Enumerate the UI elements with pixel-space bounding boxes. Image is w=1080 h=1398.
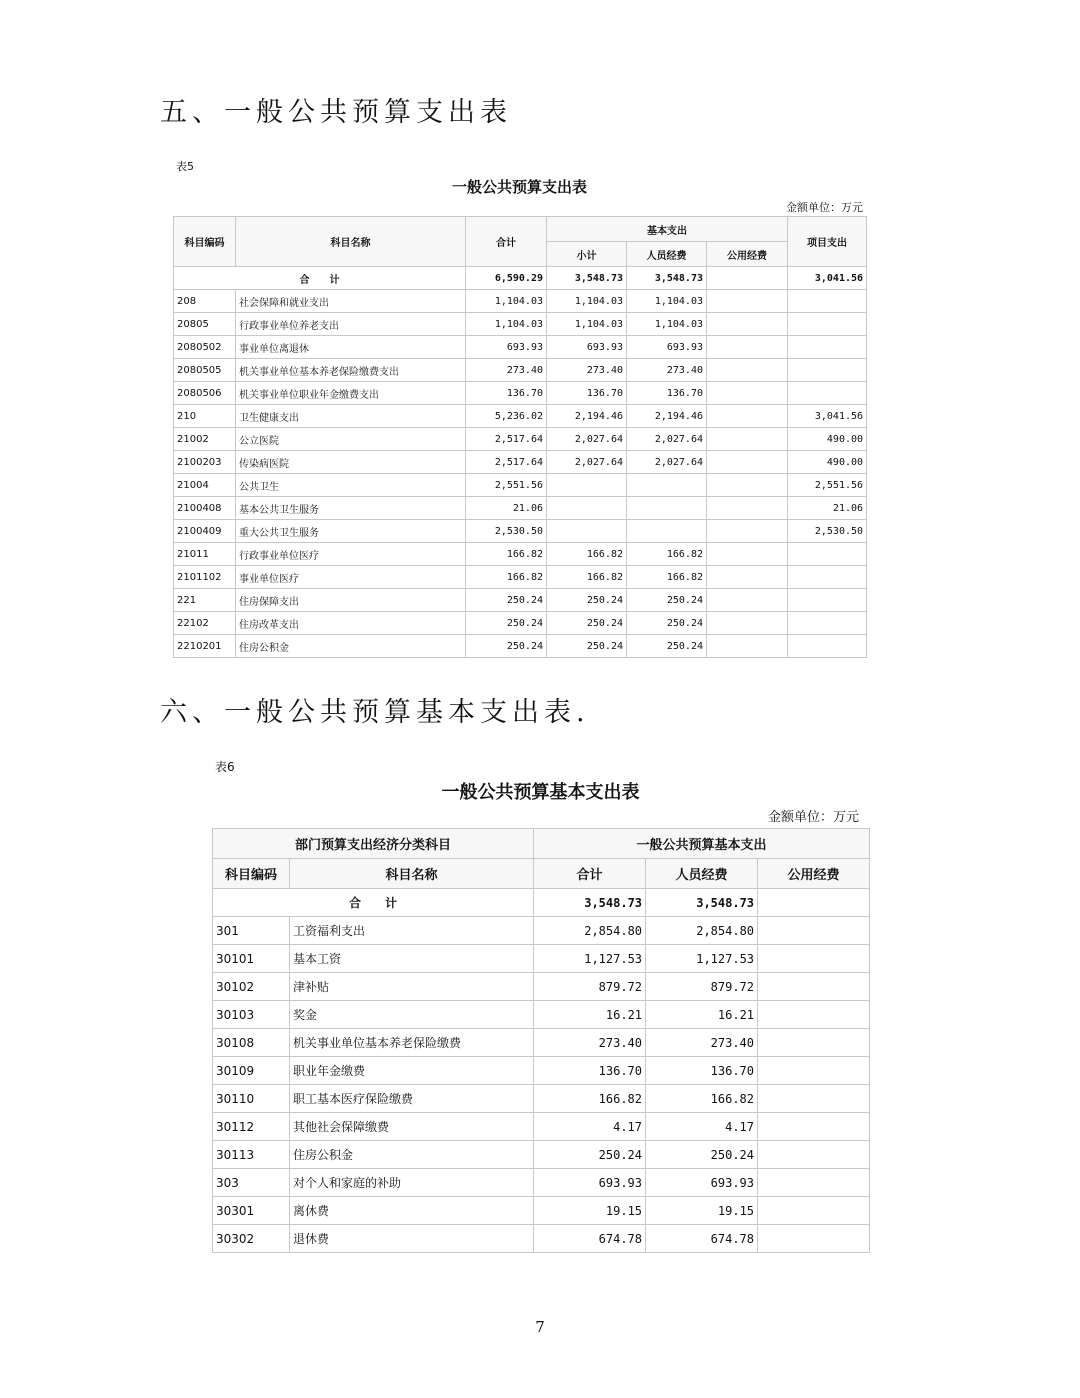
personnel-cell: 250.24: [627, 635, 707, 658]
public-cell: [707, 428, 788, 451]
public-cell: [707, 290, 788, 313]
name-cell: 公共卫生: [236, 474, 466, 497]
public-cell: [707, 336, 788, 359]
header-public: 公用经费: [707, 242, 788, 267]
name-cell: 事业单位医疗: [236, 566, 466, 589]
table-row: [174, 497, 867, 520]
table-row: [213, 917, 870, 945]
public-cell: [707, 405, 788, 428]
table-row: [174, 428, 867, 451]
total-row: [174, 267, 867, 290]
total-cell: 1,104.03: [466, 313, 547, 336]
header-basic: 基本支出: [547, 217, 788, 242]
personnel-cell: 166.82: [627, 543, 707, 566]
public-cell: [707, 612, 788, 635]
subtotal-cell: [547, 474, 627, 497]
subtotal-cell: 2,027.64: [547, 428, 627, 451]
total-public-cell: [707, 267, 788, 290]
code-cell: 30108: [213, 1029, 290, 1057]
personnel-cell: 693.93: [646, 1169, 758, 1197]
name-cell: 奖金: [290, 1001, 534, 1029]
table-row: [213, 945, 870, 973]
code-cell: 30301: [213, 1197, 290, 1225]
table-number-5: 表5: [176, 160, 194, 173]
public-cell: [758, 973, 870, 1001]
project-cell: 3,041.56: [788, 405, 867, 428]
total-cell: 250.24: [466, 635, 547, 658]
public-cell: [707, 382, 788, 405]
name-cell: 住房保障支出: [236, 589, 466, 612]
code-cell: 21011: [174, 543, 236, 566]
code-cell: 30103: [213, 1001, 290, 1029]
project-cell: 490.00: [788, 451, 867, 474]
table-row: [174, 336, 867, 359]
personnel-cell: 2,854.80: [646, 917, 758, 945]
personnel-cell: 136.70: [627, 382, 707, 405]
unit-label-5: 金额单位：万元: [786, 201, 863, 214]
total-cell: 166.82: [466, 543, 547, 566]
public-cell: [758, 1197, 870, 1225]
subtotal-cell: 2,194.46: [547, 405, 627, 428]
name-cell: 机关事业单位基本养老保险缴费: [290, 1029, 534, 1057]
table-title-6: 一般公共预算基本支出表: [441, 782, 640, 803]
personnel-cell: 250.24: [646, 1141, 758, 1169]
total-cell: 250.24: [534, 1141, 646, 1169]
total-personnel-cell: 3,548.73: [627, 267, 707, 290]
public-cell: [758, 917, 870, 945]
subtotal-cell: 166.82: [547, 543, 627, 566]
total-cell: 879.72: [534, 973, 646, 1001]
total-cell: 136.70: [534, 1057, 646, 1085]
table-row: [174, 589, 867, 612]
table-row: [213, 1141, 870, 1169]
name-cell: 行政事业单位医疗: [236, 543, 466, 566]
project-cell: [788, 313, 867, 336]
code-cell: 30112: [213, 1113, 290, 1141]
header-subtotal: 小计: [547, 242, 627, 267]
public-cell: [758, 1001, 870, 1029]
header-name: 科目名称: [236, 217, 466, 267]
personnel-cell: 674.78: [646, 1225, 758, 1253]
header-public: 公用经费: [758, 859, 870, 889]
header-group-left: 部门预算支出经济分类科目: [213, 829, 534, 859]
table-row: [174, 474, 867, 497]
table-row: [213, 1085, 870, 1113]
basic-expenditure-table: [212, 828, 870, 1253]
total-cell: 273.40: [466, 359, 547, 382]
name-cell: 离休费: [290, 1197, 534, 1225]
table-row: [213, 1057, 870, 1085]
public-cell: [758, 1085, 870, 1113]
total-project-cell: 3,041.56: [788, 267, 867, 290]
table-row: [174, 359, 867, 382]
total-cell: 2,517.64: [466, 451, 547, 474]
subtotal-cell: [547, 497, 627, 520]
public-cell: [758, 945, 870, 973]
header-name: 科目名称: [290, 859, 534, 889]
total-cell: 1,127.53: [534, 945, 646, 973]
personnel-cell: 19.15: [646, 1197, 758, 1225]
total-cell: 2,517.64: [466, 428, 547, 451]
subtotal-cell: 273.40: [547, 359, 627, 382]
personnel-cell: [627, 520, 707, 543]
subtotal-cell: 166.82: [547, 566, 627, 589]
name-cell: 住房改革支出: [236, 612, 466, 635]
personnel-cell: 1,104.03: [627, 313, 707, 336]
project-cell: [788, 589, 867, 612]
code-cell: 30302: [213, 1225, 290, 1253]
name-cell: 住房公积金: [290, 1141, 534, 1169]
code-cell: 301: [213, 917, 290, 945]
public-cell: [707, 497, 788, 520]
code-cell: 21002: [174, 428, 236, 451]
project-cell: [788, 566, 867, 589]
public-cell: [707, 474, 788, 497]
header-group-right: 一般公共预算基本支出: [534, 829, 870, 859]
project-cell: 490.00: [788, 428, 867, 451]
total-cell: 693.93: [534, 1169, 646, 1197]
table-row: [174, 451, 867, 474]
total-cell: 3,548.73: [534, 889, 646, 917]
subtotal-cell: 136.70: [547, 382, 627, 405]
personnel-cell: 879.72: [646, 973, 758, 1001]
personnel-cell: 2,027.64: [627, 451, 707, 474]
code-cell: 208: [174, 290, 236, 313]
total-cell: 674.78: [534, 1225, 646, 1253]
header-total: 合计: [466, 217, 547, 267]
name-cell: 津补贴: [290, 973, 534, 1001]
total-cell: 166.82: [534, 1085, 646, 1113]
code-cell: 221: [174, 589, 236, 612]
name-cell: 事业单位离退休: [236, 336, 466, 359]
total-cell: 2,530.50: [466, 520, 547, 543]
personnel-cell: [627, 474, 707, 497]
code-cell: 2080502: [174, 336, 236, 359]
name-cell: 重大公共卫生服务: [236, 520, 466, 543]
personnel-cell: 166.82: [627, 566, 707, 589]
table-title-5: 一般公共预算支出表: [451, 178, 587, 196]
public-cell: [758, 1057, 870, 1085]
project-cell: [788, 635, 867, 658]
subtotal-cell: 693.93: [547, 336, 627, 359]
header-code: 科目编码: [213, 859, 290, 889]
project-cell: [788, 336, 867, 359]
code-cell: 30109: [213, 1057, 290, 1085]
name-cell: 退休费: [290, 1225, 534, 1253]
header-personnel: 人员经费: [646, 859, 758, 889]
name-cell: 基本公共卫生服务: [236, 497, 466, 520]
section-heading-6: 六、一般公共预算基本支出表.: [160, 697, 590, 728]
name-cell: 卫生健康支出: [236, 405, 466, 428]
name-cell: 社会保障和就业支出: [236, 290, 466, 313]
personnel-cell: 250.24: [627, 612, 707, 635]
total-cell: 2,551.56: [466, 474, 547, 497]
page-number: 7: [535, 1318, 545, 1336]
total-cell: 19.15: [534, 1197, 646, 1225]
name-cell: 其他社会保障缴费: [290, 1113, 534, 1141]
project-cell: [788, 290, 867, 313]
public-cell: [758, 1141, 870, 1169]
personnel-cell: 273.40: [627, 359, 707, 382]
project-cell: 2,530.50: [788, 520, 867, 543]
table-row: [174, 566, 867, 589]
header-project: 项目支出: [788, 217, 867, 267]
code-cell: 20805: [174, 313, 236, 336]
total-label: 合 计: [174, 267, 466, 290]
total-personnel-cell: 3,548.73: [646, 889, 758, 917]
subtotal-cell: 250.24: [547, 589, 627, 612]
name-cell: 传染病医院: [236, 451, 466, 474]
personnel-cell: 166.82: [646, 1085, 758, 1113]
name-cell: 职工基本医疗保险缴费: [290, 1085, 534, 1113]
personnel-cell: [627, 497, 707, 520]
total-cell: 693.93: [466, 336, 547, 359]
name-cell: 机关事业单位职业年金缴费支出: [236, 382, 466, 405]
public-cell: [758, 1029, 870, 1057]
total-cell: 6,590.29: [466, 267, 547, 290]
total-label: 合 计: [213, 889, 534, 917]
table-row: [174, 290, 867, 313]
code-cell: 2100409: [174, 520, 236, 543]
personnel-cell: 16.21: [646, 1001, 758, 1029]
public-cell: [707, 635, 788, 658]
public-cell: [707, 313, 788, 336]
public-cell: [758, 1113, 870, 1141]
project-cell: [788, 543, 867, 566]
table-row: [174, 382, 867, 405]
code-cell: 22102: [174, 612, 236, 635]
personnel-cell: 2,194.46: [627, 405, 707, 428]
total-cell: 16.21: [534, 1001, 646, 1029]
project-cell: 2,551.56: [788, 474, 867, 497]
personnel-cell: 2,027.64: [627, 428, 707, 451]
section-heading-5: 五、一般公共预算支出表: [160, 97, 512, 128]
table-row: [174, 543, 867, 566]
project-cell: [788, 612, 867, 635]
personnel-cell: 1,104.03: [627, 290, 707, 313]
total-cell: 250.24: [466, 612, 547, 635]
personnel-cell: 693.93: [627, 336, 707, 359]
code-cell: 2210201: [174, 635, 236, 658]
subtotal-cell: [547, 520, 627, 543]
total-cell: 5,236.02: [466, 405, 547, 428]
table-row: [174, 612, 867, 635]
table-row: [213, 1001, 870, 1029]
total-cell: 4.17: [534, 1113, 646, 1141]
expenditure-table: [173, 216, 867, 658]
public-cell: [707, 543, 788, 566]
total-public-cell: [758, 889, 870, 917]
personnel-cell: 250.24: [627, 589, 707, 612]
code-cell: 30101: [213, 945, 290, 973]
table-row: [213, 1197, 870, 1225]
total-cell: 250.24: [466, 589, 547, 612]
public-cell: [758, 1169, 870, 1197]
table-row: [174, 635, 867, 658]
name-cell: 行政事业单位养老支出: [236, 313, 466, 336]
header-personnel: 人员经费: [627, 242, 707, 267]
personnel-cell: 1,127.53: [646, 945, 758, 973]
public-cell: [707, 451, 788, 474]
total-cell: 273.40: [534, 1029, 646, 1057]
project-cell: [788, 359, 867, 382]
code-cell: 2080505: [174, 359, 236, 382]
subtotal-cell: 1,104.03: [547, 290, 627, 313]
table-number-6: 表6: [215, 760, 235, 774]
name-cell: 职业年金缴费: [290, 1057, 534, 1085]
header-total: 合计: [534, 859, 646, 889]
name-cell: 住房公积金: [236, 635, 466, 658]
table-row: [174, 405, 867, 428]
total-cell: 136.70: [466, 382, 547, 405]
total-cell: 2,854.80: [534, 917, 646, 945]
name-cell: 基本工资: [290, 945, 534, 973]
code-cell: 30102: [213, 973, 290, 1001]
code-cell: 210: [174, 405, 236, 428]
table-row: [213, 1029, 870, 1057]
table-row: [213, 1169, 870, 1197]
name-cell: 公立医院: [236, 428, 466, 451]
name-cell: 工资福利支出: [290, 917, 534, 945]
subtotal-cell: 1,104.03: [547, 313, 627, 336]
subtotal-cell: 2,027.64: [547, 451, 627, 474]
name-cell: 对个人和家庭的补助: [290, 1169, 534, 1197]
code-cell: 21004: [174, 474, 236, 497]
total-row: [213, 889, 870, 917]
code-cell: 2080506: [174, 382, 236, 405]
header-code: 科目编码: [174, 217, 236, 267]
unit-label-6: 金额单位：万元: [767, 810, 859, 825]
code-cell: 2100408: [174, 497, 236, 520]
project-cell: 21.06: [788, 497, 867, 520]
public-cell: [758, 1225, 870, 1253]
public-cell: [707, 359, 788, 382]
table-row: [213, 973, 870, 1001]
code-cell: 2101102: [174, 566, 236, 589]
public-cell: [707, 589, 788, 612]
code-cell: 303: [213, 1169, 290, 1197]
subtotal-cell: 250.24: [547, 612, 627, 635]
personnel-cell: 273.40: [646, 1029, 758, 1057]
total-cell: 21.06: [466, 497, 547, 520]
project-cell: [788, 382, 867, 405]
code-cell: 30110: [213, 1085, 290, 1113]
table-row: [213, 1225, 870, 1253]
table-row: [213, 1113, 870, 1141]
name-cell: 机关事业单位基本养老保险缴费支出: [236, 359, 466, 382]
total-cell: 1,104.03: [466, 290, 547, 313]
public-cell: [707, 566, 788, 589]
total-subtotal-cell: 3,548.73: [547, 267, 627, 290]
public-cell: [707, 520, 788, 543]
personnel-cell: 4.17: [646, 1113, 758, 1141]
table-row: [174, 520, 867, 543]
table-row: [174, 313, 867, 336]
code-cell: 2100203: [174, 451, 236, 474]
subtotal-cell: 250.24: [547, 635, 627, 658]
code-cell: 30113: [213, 1141, 290, 1169]
personnel-cell: 136.70: [646, 1057, 758, 1085]
total-cell: 166.82: [466, 566, 547, 589]
